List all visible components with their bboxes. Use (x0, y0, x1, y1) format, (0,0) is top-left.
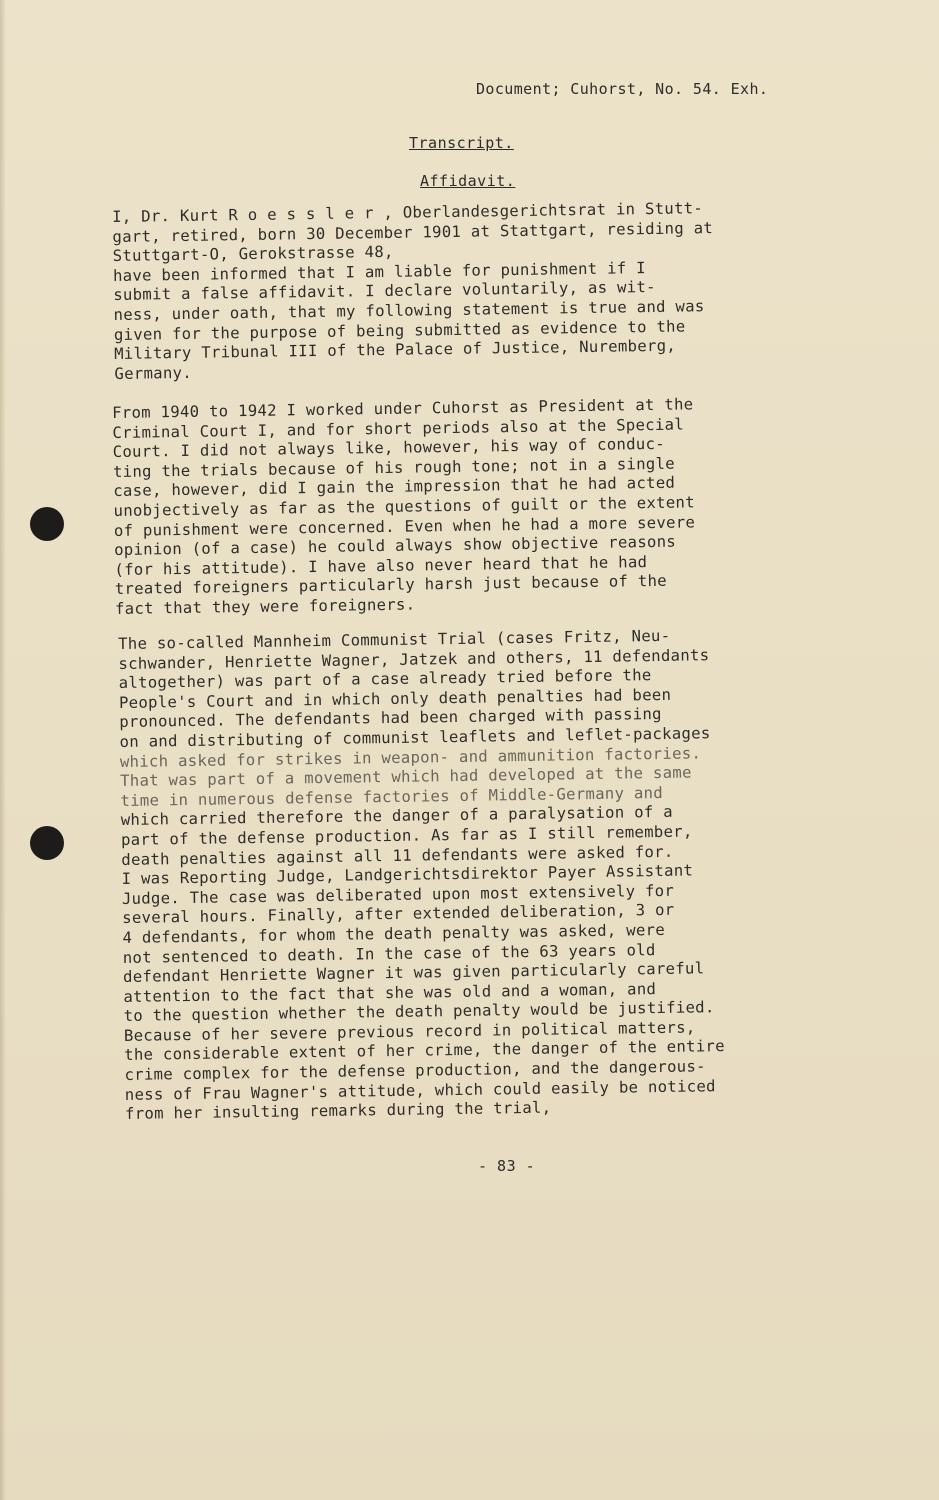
text-line: Court. I did not always like, however, his way of conduc- (112, 434, 666, 462)
paragraph-declaration (112, 197, 835, 384)
text-line: ting the trials because of his rough tone; not in a single (112, 454, 675, 481)
text-line: part of the defense production. As far as I still remember, (120, 822, 693, 849)
text-line: schwander, Henriette Wagner, Jatzek and others, 11 defendants (118, 645, 710, 673)
text-line: time in numerous defense factories of Middle-Germany and (120, 783, 664, 810)
text-line: pronounced. The defendants had been charged with passing (119, 705, 662, 732)
affidavit-heading: Affidavit. (420, 172, 516, 190)
text-line: Military Tribunal III of the Palace of Justice, Nuremberg, (114, 336, 677, 364)
text-line: the considerable extent of her crime, the danger of the entire (124, 1037, 725, 1065)
text-line: Stuttgart-O, Gerokstrasse 48, (112, 243, 394, 266)
text-line: have been informed that I am liable for punishment if I (112, 258, 646, 285)
text-line: of punishment were concerned. Even when he had a more severe (113, 512, 696, 540)
page-number: - 83 - (478, 1157, 536, 1175)
text-line: to the question whether the death penalty would be justified. (123, 998, 715, 1026)
text-line: from her insulting remarks during the trial, (124, 1098, 552, 1124)
text-line: treated foreigners particularly harsh just because of the (114, 572, 668, 599)
punch-hole-top (30, 507, 64, 541)
punch-hole-bottom (30, 826, 64, 860)
text-line: ness of Frau Wagner's attitude, which could easily be noticed (124, 1076, 716, 1104)
paragraph-work-under-cuhorst (112, 393, 835, 619)
text-line: case, however, did I gain the impression that he had acted (113, 474, 676, 501)
text-line: I was Reporting Judge, Landgerichtsdirektor Payer Assistant (121, 861, 694, 889)
paragraph-mannheim-trial (118, 624, 845, 1124)
document-reference: Document; Cuhorst, No. 54. Exh. (476, 80, 769, 98)
text-line: I, Dr. Kurt R o e s s l e r , Oberlandesgerichtsrat in Stutt- (112, 199, 704, 226)
text-line: attention to the fact that she was old and a woman, and (123, 979, 657, 1006)
text-line: ness, under oath, that my following statement is true and was (113, 297, 705, 324)
text-line: defendant Henriette Wagner it was given particularly careful (122, 959, 705, 987)
text-line: The so-called Mannheim Communist Trial (cases Fritz, Neu- (118, 626, 671, 653)
transcript-heading: Transcript. (409, 134, 514, 152)
text-line: From 1940 to 1942 I worked under Cuhorst as President at the (112, 395, 694, 422)
text-line: That was part of a movement which had developed at the same (120, 763, 692, 791)
text-line: opinion (of a case) he could always show objective reasons (114, 532, 677, 560)
text-line: Judge. The case was deliberated upon most extensively for (121, 881, 675, 908)
text-line: submit a false affidavit. I declare voluntarily, as wit- (113, 278, 656, 305)
text-line: unobjectively as far as the questions of guilt or the extent (113, 493, 695, 520)
text-line: which carried therefore the danger of a paralysation of a (120, 803, 674, 830)
text-line: given for the purpose of being submitted as evidence to the (113, 317, 686, 344)
text-line: Because of her severe previous record in political matters, (123, 1018, 696, 1045)
text-line: gart, retired, born 30 December 1901 at Stattgart, residing at (112, 218, 714, 246)
text-line: Criminal Court I, and for short periods also at the Special (112, 415, 685, 442)
text-line: altogether) was part of a case already tried before the (118, 666, 652, 693)
text-line: (for his attitude). I have also never heard that he had (114, 552, 648, 579)
text-line: several hours. Finally, after extended deliberation, 3 or (122, 901, 675, 928)
text-line: People's Court and in which only death penalties had been (118, 685, 672, 712)
text-line: death penalties against all 11 defendants were asked for. (121, 842, 674, 869)
page-edge-shadow (0, 0, 6, 1500)
text-line: 4 defendants, for whom the death penalty was asked, were (122, 920, 666, 947)
text-line: on and distributing of communist leaflets and leflet-packages (119, 724, 711, 751)
text-line: fact that they were foreigners. (114, 595, 416, 618)
text-line: which asked for strikes in weapon- and ammunition factories. (119, 743, 702, 771)
text-line: Germany. (114, 363, 193, 383)
text-line: not sentenced to death. In the case of the 63 years old (122, 940, 656, 967)
text-line: crime complex for the defense production, and the dangerous- (124, 1057, 706, 1085)
